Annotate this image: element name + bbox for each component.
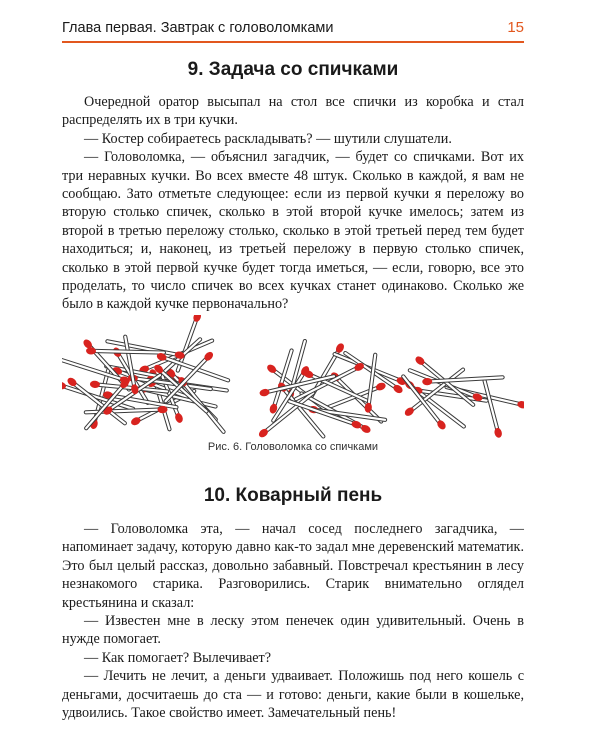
section-10-title: 10. Коварный пень	[203, 485, 383, 506]
figure-caption: Рис. 6. Головоломка со спичками	[207, 441, 379, 453]
paragraph: — Известен мне в леску этом пенечек один удивительный. Очень в нужде помогает.	[62, 613, 524, 648]
paragraph: — Как помогает? Вылечивает?	[84, 649, 272, 666]
section-10-text	[62, 520, 524, 722]
page-number: 15	[507, 19, 524, 36]
paragraph: — Головоломка эта, — начал сосед последнего загадчика, — напоминает задачу, которую давно как-то задал мне деревенский математик. Это был целый рассказ, довольно забавный. Повстречал крестьянин в лесу незнакомого старика. Разговорились. Старик внимательно оглядел крестьянина и сказал:	[62, 521, 524, 611]
match	[403, 370, 463, 418]
page-header	[62, 15, 524, 41]
section-9-text	[62, 93, 524, 314]
paragraph: — Лечить не лечит, а деньги удваивает. Положишь под него кошель с деньгами, досчитаешь до ста — и готово: деньги, какие были в кошельке, удвоились. Такое свойство имеет. Замечательный пень!	[62, 668, 524, 722]
paragraph: — Головоломка, — объяснил загадчик, — будет со спичками. Вот их три неравных кучки. Во всех вместе 48 штук. Сколько в каждой, я вам не сообщаю. Зато отметьте следующее: если из первой кучки я переложу во вторую столько спичек, сколько в этой второй кучке имелось; затем из второй в третью переложу столько, сколько в этой третьей перед тем будет находиться; и, наконец, из третьей переложу в первую столько спичек, сколько в этой первой кучке будет тогда иметься, — если, говорю, все это проделать, то число спичек во всех кучках станет одинаково. Сколько же было в каждой кучке первоначально?	[62, 149, 524, 313]
header-rule	[62, 41, 524, 43]
match-pile-large	[62, 315, 228, 432]
match	[485, 381, 503, 439]
chapter-title: Глава первая. Завтрак с головоломками	[62, 20, 334, 36]
match-pile-medium	[257, 341, 407, 439]
section-9-title: 9. Задача со спичками	[187, 59, 399, 80]
match-pile-small	[403, 355, 524, 439]
paragraph: Очередной оратор высыпал на стол все спички из коробка и стал распределять их в три кучки.	[62, 94, 524, 129]
matches-figure	[62, 315, 524, 443]
paragraph: — Костер собираетесь раскладывать? — шутили слушатели.	[84, 130, 452, 147]
